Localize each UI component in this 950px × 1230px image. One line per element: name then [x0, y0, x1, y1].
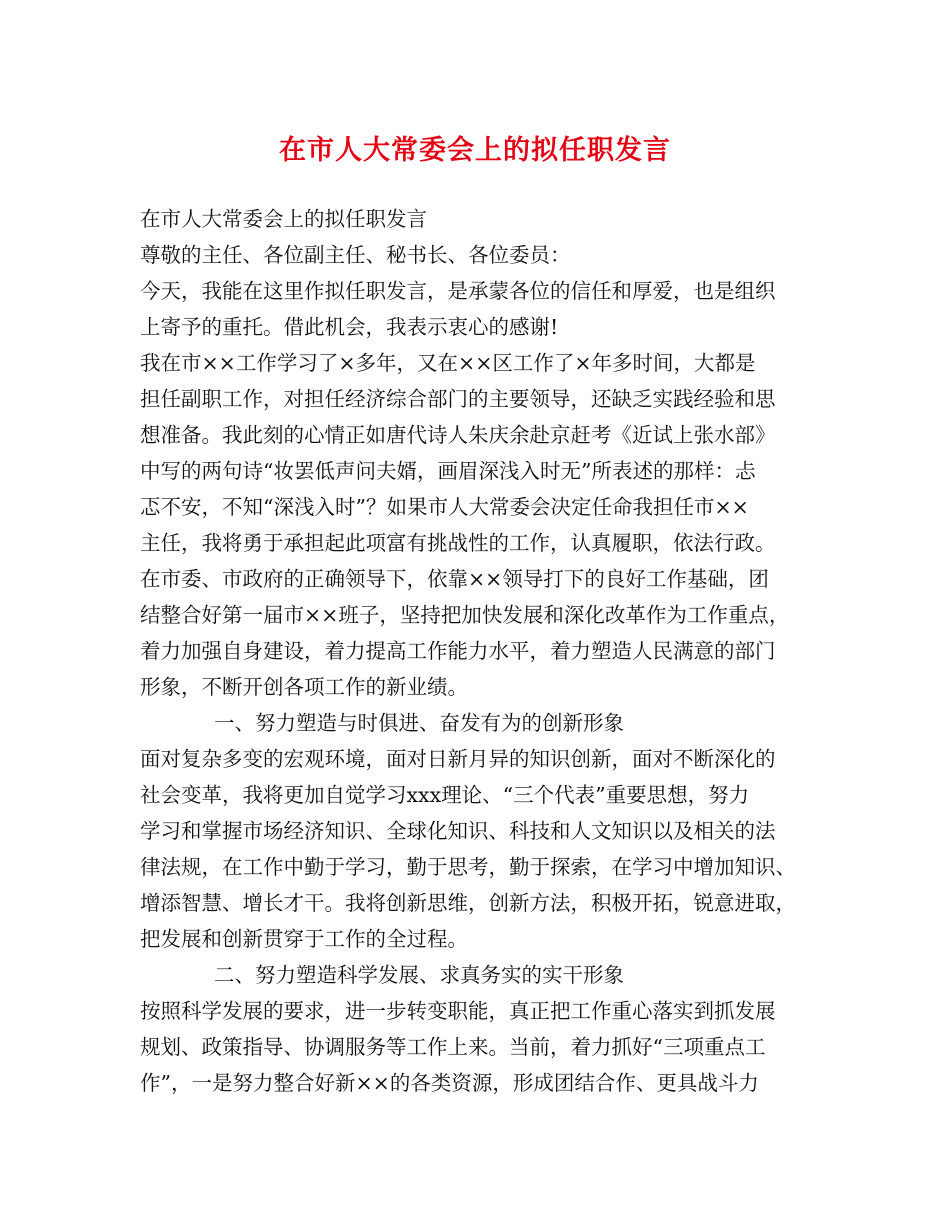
document-body [140, 201, 830, 1101]
paragraph-line: 学习和掌握市场经济知识、全球化知识、科技和人文知识以及相关的法 [140, 819, 776, 843]
paragraph-line: 我在市××工作学习了×多年，又在××区工作了×年多时间，大都是 [140, 351, 756, 375]
document-title: 在市人大常委会上的拟任职发言 [279, 135, 671, 166]
paragraph-line: 把发展和创新贯穿于工作的全过程。 [140, 927, 468, 951]
section-heading: 二、努力塑造科学发展、求真务实的实干形象 [214, 963, 624, 987]
paragraph-line: 担任副职工作，对担任经济综合部门的主要领导，还缺乏实践经验和思 [140, 387, 776, 411]
section-heading: 一、努力塑造与时俱进、奋发有为的创新形象 [214, 711, 624, 735]
paragraph-line: 律法规，在工作中勤于学习，勤于思考，勤于探索，在学习中增加知识、 [140, 855, 796, 879]
paragraph-line: 上寄予的重托。借此机会，我表示衷心的感谢! [140, 315, 559, 339]
paragraph-line: 形象，不断开创各项工作的新业绩。 [140, 675, 468, 699]
paragraph-line: 想准备。我此刻的心情正如唐代诗人朱庆余赴京赶考《近试上张水部》 [140, 423, 776, 447]
paragraph-line: 忑不安，不知“深浅入时”？如果市人大常委会决定任命我担任市×× [140, 495, 749, 519]
paragraph-line: 着力加强自身建设，着力提高工作能力水平，着力塑造人民满意的部门 [140, 639, 776, 663]
paragraph-line: 社会变革，我将更加自觉学习xxx理论、“三个代表”重要思想，努力 [140, 783, 750, 807]
paragraph-line: 今天，我能在这里作拟任职发言，是承蒙各位的信任和厚爱，也是组织 [140, 279, 776, 303]
paragraph-line: 面对复杂多变的宏观环境，面对日新月异的知识创新，面对不断深化的 [140, 747, 776, 771]
paragraph-line: 增添智慧、增长才干。我将创新思维，创新方法，积极开拓，锐意进取， [140, 891, 796, 915]
paragraph-line: 按照科学发展的要求，进一步转变职能，真正把工作重心落实到抓发展 [140, 999, 776, 1023]
paragraph-line: 作”，一是努力整合好新××的各类资源，形成团结合作、更具战斗力 [140, 1071, 759, 1095]
paragraph-line: 主任，我将勇于承担起此项富有挑战性的工作，认真履职，依法行政。 [140, 531, 776, 555]
paragraph-line: 在市人大常委会上的拟任职发言 [140, 207, 427, 231]
paragraph-line: 结整合好第一届市××班子，坚持把加快发展和深化改革作为工作重点， [140, 603, 790, 627]
paragraph-line: 规划、政策指导、协调服务等工作上来。当前，着力抓好“三项重点工 [140, 1035, 766, 1059]
paragraph-line: 中写的两句诗“妆罢低声问夫婿，画眉深浅入时无”所表述的那样：忐 [140, 459, 756, 483]
paragraph-line: 在市委、市政府的正确领导下，依靠××领导打下的良好工作基础，团 [140, 567, 769, 591]
paragraph-line: 尊敬的主任、各位副主任、秘书长、各位委员： [140, 243, 571, 267]
